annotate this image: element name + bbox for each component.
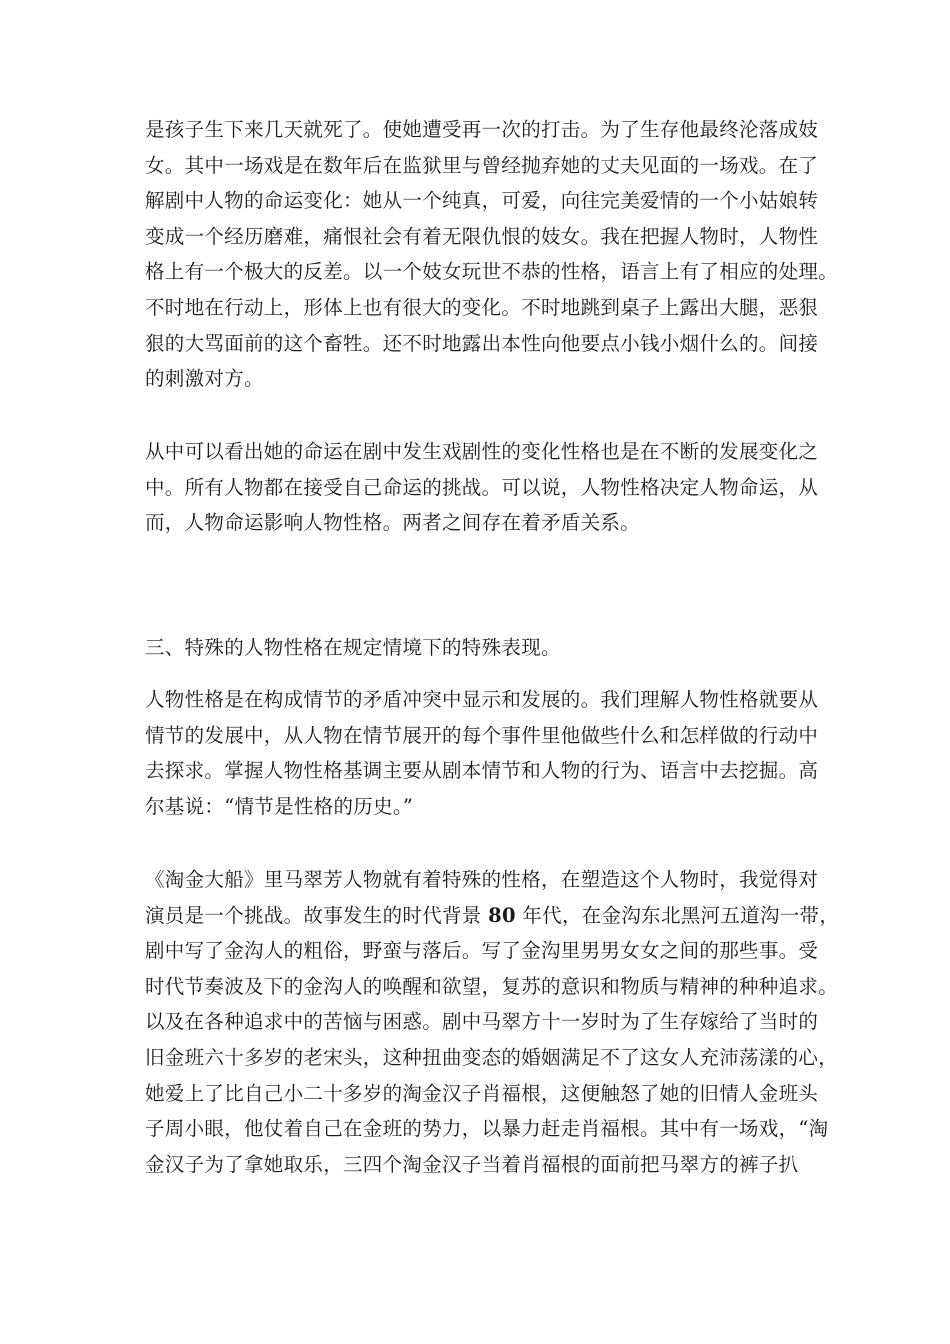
text-line: 她爱上了比自己小二十多岁的淘金汉子肖福根，这便触怒了她的旧情人金班头 — [145, 1081, 819, 1105]
text-line: 情节的发展中，从人物在情节展开的每个事件里他做些什么和怎样做的行动中 — [145, 723, 819, 747]
text-line: 不时地在行动上，形体上也有很大的变化。不时地跳到桌子上露出大腿，恶狠 — [145, 295, 819, 319]
text-line: 中。所有人物都在接受自己命运的挑战。可以说，人物性格决定人物命运，从 — [145, 475, 819, 499]
text-line: 金汉子为了拿她取乐，三四个淘金汉子当着肖福根的面前把马翠方的裤子扒 — [145, 1152, 799, 1176]
text-fragment: 年代，在金沟东北黑河五道沟一带， — [515, 903, 840, 927]
year-number: 80 — [488, 903, 516, 927]
text-line: 而，人物命运影响人物性格。两者之间存在着矛盾关系。 — [145, 511, 641, 535]
text-line: 以及在各种追求中的苦恼与困惑。剧中马翠方十一岁时为了生存嫁给了当时的 — [145, 1010, 819, 1034]
text-fragment: 演员是一个挑战。故事发生的时代背景 — [145, 903, 489, 927]
text-line: 女。其中一场戏是在数年后在监狱里与曾经抛弃她的丈夫见面的一场戏。在了 — [145, 153, 819, 177]
text-line: 从中可以看出她的命运在剧中发生戏剧性的变化性格也是在不断的发展变化之 — [145, 440, 819, 463]
paragraph-4 — [145, 862, 840, 1182]
text-line: 剧中写了金沟人的粗俗，野蛮与落后。写了金沟里男男女女之间的那些事。受 — [145, 939, 819, 963]
section-heading-text: 三、特殊的人物性格在规定情境下的特殊表现。 — [145, 636, 561, 659]
text-line: 人物性格是在构成情节的矛盾冲突中显示和发展的。我们理解人物性格就要从 — [145, 688, 819, 711]
text-line: 的刺激对方。 — [145, 367, 264, 391]
paragraph-1 — [145, 112, 839, 397]
text-line: 去探求。掌握人物性格基调主要从剧本情节和人物的行为、语言中去挖掘。高 — [145, 759, 819, 783]
paragraph-3 — [145, 682, 819, 824]
paragraph-2 — [145, 434, 819, 541]
text-line: 《淘金大船》里马翠芳人物就有着特殊的性格，在塑造这个人物时，我觉得对 — [145, 868, 819, 891]
text-line: 旧金班六十多岁的老宋头，这种扭曲变态的婚姻满足不了这女人充沛荡漾的心， — [145, 1045, 839, 1069]
text-line — [145, 898, 840, 934]
text-line: 时代节奏波及下的金沟人的唤醒和欲望，复苏的意识和物质与精神的种种追求。 — [145, 974, 839, 998]
text-line: 子周小眼，他仗着自己在金班的势力，以暴力赶走肖福根。其中有一场戏，“淘 — [145, 1117, 829, 1141]
text-line: 格上有一个极大的反差。以一个妓女玩世不恭的性格，语言上有了相应的处理。 — [145, 260, 839, 284]
text-line: 变成一个经历磨难，痛恨社会有着无限仇恨的妓女。我在把握人物时，人物性 — [145, 224, 819, 248]
text-line: 是孩子生下来几天就死了。使她遭受再一次的打击。为了生存他最终沦落成妓 — [145, 118, 819, 141]
text-line: 尔基说：“情节是性格的历史。” — [145, 794, 414, 818]
text-line: 解剧中人物的命运变化：她从一个纯真，可爱，向往完美爱情的一个小姑娘转 — [145, 189, 819, 213]
section-heading — [145, 630, 813, 666]
text-line: 狠的大骂面前的这个畜牲。还不时地露出本性向他要点小钱小烟什么的。间接 — [145, 331, 819, 355]
